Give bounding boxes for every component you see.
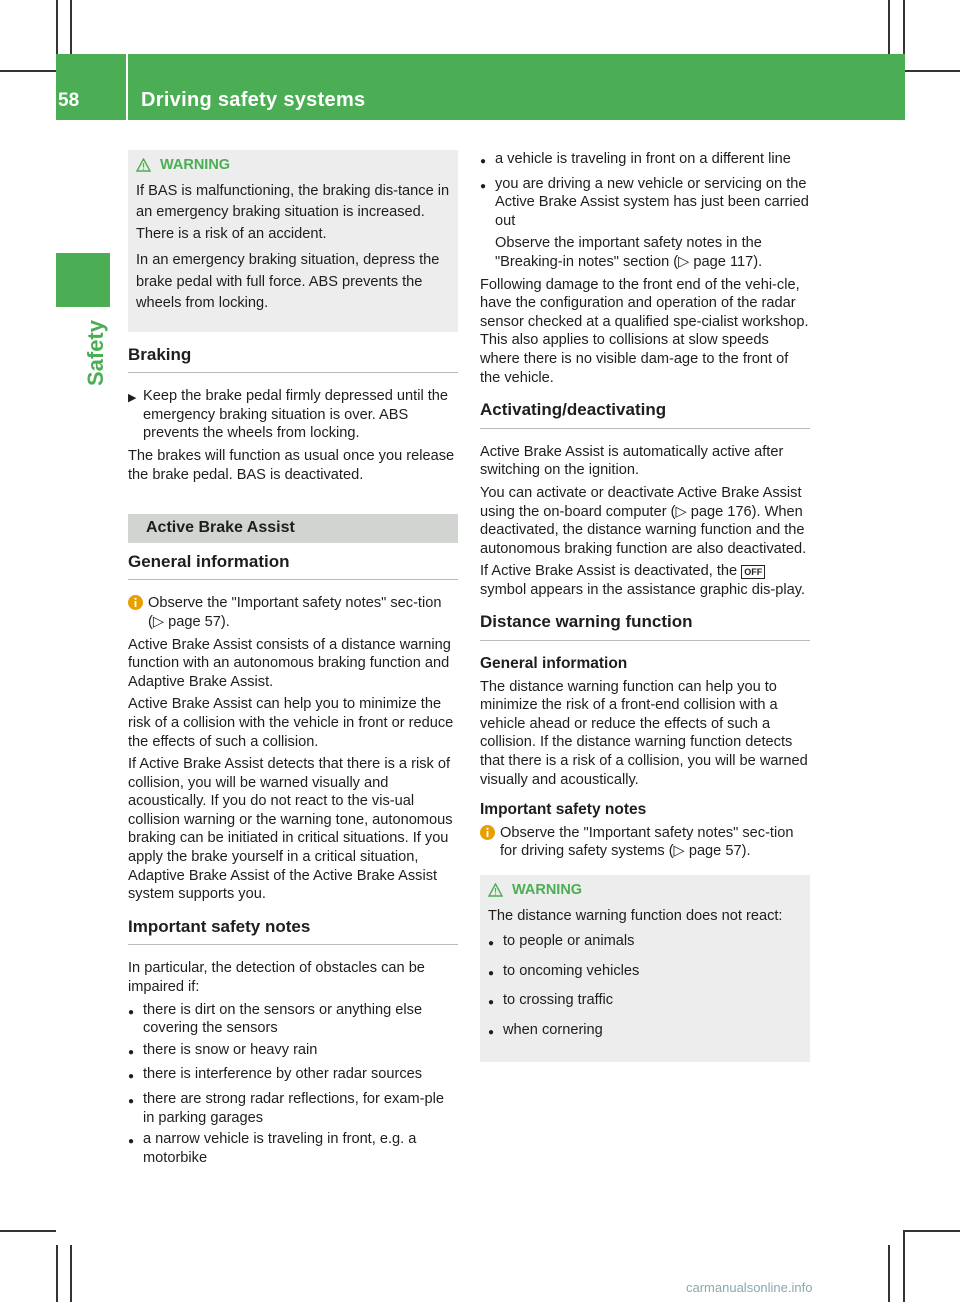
body-text: Following damage to the front end of the vehi-cle, have the configuration and operation of the radar sensor checked at a qualified spe-cialist workshop. This also applies to collisions at slow speeds where there is no visible dam-age to the front of the vehicle.: [480, 276, 809, 386]
list-item: ● when cornering: [488, 1021, 802, 1043]
info-icon: [480, 824, 500, 861]
crop-mark: [70, 1245, 72, 1302]
note-text: Observe the "Important safety notes" sec-tion for driving safety systems (▷ page 57).: [500, 824, 794, 860]
subsection-heading: Important safety notes: [480, 801, 647, 819]
list-item: ● a vehicle is traveling in front on a different line: [480, 150, 810, 172]
warning-title: WARNING: [512, 882, 583, 898]
bullet-list: [488, 932, 802, 1042]
instruction-step: [128, 387, 458, 443]
crop-mark: [903, 1230, 905, 1302]
list-item: ● there is interference by other radar sources: [128, 1065, 458, 1087]
section-heading: Activating/deactivating: [480, 401, 810, 429]
crop-mark: [888, 0, 890, 56]
warning-text: The distance warning function does not react:: [488, 907, 783, 924]
body-text: If Active Brake Assist detects that there is a risk of collision, you will be warned visually and acoustically. If you do not react to the vis-ual collision warning or the warning tone, autonomous braking can be initiated in critical situations. If you apply the brake yourself in a critical situation, Adaptive Brake Assist of the Active Brake Assist system supports you.: [128, 756, 453, 903]
bullet-icon: ●: [488, 938, 495, 950]
body-text: Active Brake Assist is automatically active after switching on the ignition.: [480, 443, 784, 479]
info-note: [128, 594, 458, 631]
bullet-icon: ●: [488, 967, 495, 979]
section-heading: Braking: [128, 346, 458, 374]
body-text: In particular, the detection of obstacles can be impaired if:: [128, 960, 425, 996]
step-text: Keep the brake pedal firmly depressed until the emergency braking situation is over. ABS prevents the wheels from locking.: [143, 388, 449, 442]
warning-triangle-icon: [136, 158, 151, 172]
warning-title: WARNING: [160, 157, 231, 173]
crop-mark: [56, 0, 58, 56]
info-icon: [128, 594, 148, 631]
section-tab-label: Safety: [83, 320, 108, 387]
bullet-icon: ●: [488, 997, 495, 1009]
note-text: Observe the "Important safety notes" sec-tion (▷ page 57).: [148, 595, 442, 630]
bullet-icon: ●: [128, 1046, 135, 1058]
warning-text: If BAS is malfunctioning, the braking dis-tance in an emergency braking situation is increased. There is a risk of an accident.: [136, 182, 450, 242]
crop-mark: [0, 1230, 56, 1232]
crop-mark: [70, 0, 72, 56]
crop-mark: [888, 1245, 890, 1302]
list-item: ● there is dirt on the sensors or anything else covering the sensors: [128, 1001, 423, 1037]
body-text: Active Brake Assist can help you to minimize the risk of a collision with the vehicle in front or reduce the effects of such a collision.: [128, 696, 454, 750]
warning-heading: [136, 156, 450, 175]
body-text: Observe the important safety notes in the "Breaking-in notes" section (▷ page 117).: [495, 235, 763, 270]
bullet-list: [128, 1001, 458, 1168]
list-item: ● to oncoming vehicles: [488, 962, 802, 984]
bullet-icon: ●: [128, 1096, 135, 1107]
body-text: If Active Brake Assist is deactivated, the OFF symbol appears in the assistance graphic dis-play.: [480, 563, 806, 598]
body-text: The distance warning function can help you to minimize the risk of a front-end collision with a vehicle ahead or reduce the effects of such a collision. If the distance warning function detects that there is a risk of a collision, you will be warned visually and acoustically.: [480, 678, 808, 788]
bullet-list: [480, 150, 810, 230]
left-column: [128, 150, 458, 1171]
body-text: The brakes will function as usual once you release the brake pedal. BAS is deactivated.: [128, 447, 455, 483]
list-item: ● there are strong radar reflections, for exam-ple in parking garages: [128, 1091, 444, 1126]
subsection-heading: General information: [480, 655, 628, 673]
crop-mark: [905, 70, 960, 72]
section-heading: Important safety notes: [128, 918, 458, 946]
body-text: Active Brake Assist consists of a distance warning function with an autonomous braking function and Adaptive Brake Assist.: [128, 636, 451, 690]
body-text: You can activate or deactivate Active Brake Assist using the on-board computer (▷ page 176). When deactivated, the distance warning function and the autonomous braking function are also deactivated.: [480, 484, 807, 557]
list-item: ● you are driving a new vehicle or servicing on the Active Brake Assist system has just been carried out: [480, 175, 809, 229]
brake-assist-off-icon: OFF: [741, 565, 765, 579]
section-bar: Active Brake Assist: [128, 514, 458, 543]
warning-heading: [488, 881, 802, 900]
list-item: ● to people or animals: [488, 932, 802, 954]
crop-mark: [905, 1230, 960, 1232]
list-item: ● to crossing traffic: [488, 991, 802, 1013]
watermark: carmanualsonline.info: [686, 1280, 813, 1295]
page-number: 58: [58, 90, 80, 111]
crop-mark: [903, 0, 905, 56]
section-heading: General information: [128, 553, 458, 581]
warning-text: In an emergency braking situation, depress the brake pedal with full force. ABS prevents the wheels from locking.: [136, 252, 440, 312]
bullet-icon: ●: [128, 1071, 135, 1083]
bullet-icon: ●: [488, 1026, 495, 1038]
list-item: ● a narrow vehicle is traveling in front, e.g. a motorbike: [128, 1131, 417, 1166]
step-arrow-icon: ▶: [128, 392, 137, 405]
chapter-title: Driving safety systems: [141, 89, 366, 111]
bullet-icon: ●: [480, 180, 487, 192]
bullet-icon: ●: [128, 1006, 135, 1018]
crop-mark: [56, 1245, 58, 1302]
bullet-icon: ●: [128, 1136, 135, 1148]
info-note: [480, 824, 810, 861]
right-column: [480, 150, 810, 1068]
bullet-icon: ●: [480, 156, 487, 167]
section-tab-marker: [56, 253, 110, 307]
list-item: ● there is snow or heavy rain: [128, 1041, 458, 1063]
warning-box: [128, 150, 458, 332]
crop-mark: [0, 70, 56, 72]
section-heading: Distance warning function: [480, 613, 810, 641]
warning-box: [480, 875, 810, 1062]
warning-triangle-icon: [488, 883, 503, 897]
